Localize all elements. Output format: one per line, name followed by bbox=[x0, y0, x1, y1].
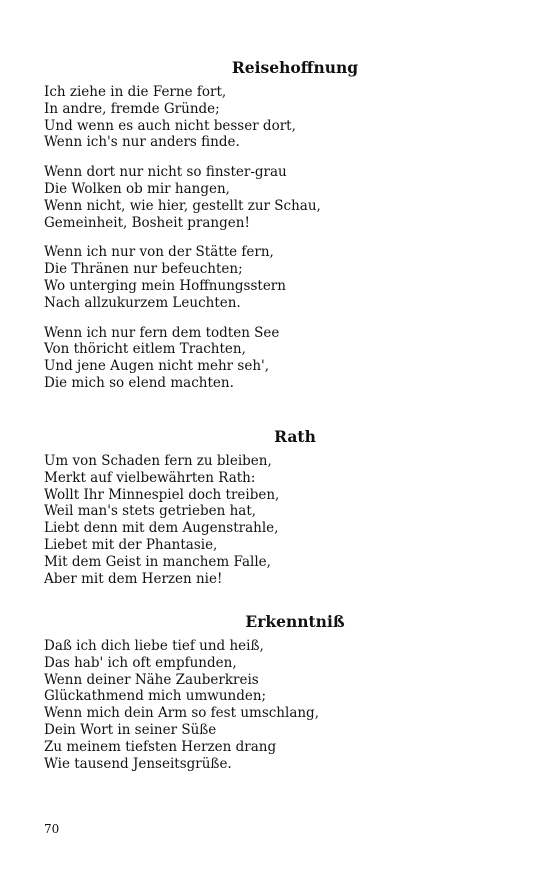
page-number: 70 bbox=[44, 822, 60, 836]
poem-line: Die Wolken ob mir hangen, bbox=[44, 180, 230, 197]
poem-line: Daß ich dich liebe tief und heiß, bbox=[44, 638, 264, 654]
poem-line: Wo unterging mein Hoffnungsstern bbox=[44, 277, 286, 294]
poem-line: Nach allzukurzem Leuchten. bbox=[44, 294, 241, 311]
poem-line: Aber mit dem Herzen nie! bbox=[44, 570, 223, 587]
poem-line: Wenn deiner Nähe Zauberkreis bbox=[44, 671, 259, 688]
poem-line: Wenn ich nur fern dem todten See bbox=[44, 324, 280, 341]
poem-line: In andre, fremde Gründe; bbox=[44, 100, 220, 117]
poem-line: Wenn mich dein Arm so fest umschlang, bbox=[44, 705, 319, 722]
poem-line: Von thöricht eitlem Trachten, bbox=[44, 341, 246, 358]
poem-reisehoffnung bbox=[44, 58, 506, 405]
poem-line: Zu meinem tiefsten Herzen drang bbox=[44, 738, 277, 755]
poem-line: Und jene Augen nicht mehr seh', bbox=[44, 358, 270, 375]
poem-line: Ich ziehe in die Ferne fort, bbox=[44, 84, 227, 100]
poem-title: Rath bbox=[274, 427, 316, 446]
stanza bbox=[44, 244, 506, 311]
poem-line: Die mich so elend machten. bbox=[44, 374, 234, 391]
poem-line: Wenn dort nur nicht so finster-grau bbox=[44, 164, 287, 181]
poem-line: Das hab' ich oft empfunden, bbox=[44, 654, 237, 671]
poem-title: Reisehoffnung bbox=[231, 58, 359, 77]
poem-title: Erkenntniß bbox=[245, 612, 345, 631]
stanza bbox=[44, 84, 506, 151]
poem-line: Weil man's stets getrieben hat, bbox=[44, 503, 257, 520]
poem-erkenntniss bbox=[44, 612, 506, 785]
stanza bbox=[44, 164, 506, 231]
poem-line: Gemeinheit, Bosheit prangen! bbox=[44, 214, 250, 231]
poem-line: Glückathmend mich umwunden; bbox=[44, 688, 267, 705]
stanza bbox=[44, 453, 506, 587]
poem-line: Dein Wort in seiner Süße bbox=[44, 721, 217, 738]
stanza bbox=[44, 638, 506, 772]
poem-line: Wenn ich's nur anders finde. bbox=[44, 134, 240, 151]
poem-line: Die Thränen nur befeuchten; bbox=[44, 261, 243, 278]
poem-line: Wie tausend Jenseitsgrüße. bbox=[44, 755, 232, 772]
poem-rath bbox=[44, 427, 506, 600]
poem-line: Wollt Ihr Minnespiel doch treiben, bbox=[44, 486, 280, 503]
poem-line: Und wenn es auch nicht besser dort, bbox=[44, 117, 296, 134]
poem-line: Merkt auf vielbewährten Rath: bbox=[44, 469, 256, 486]
poem-line: Um von Schaden fern zu bleiben, bbox=[44, 453, 272, 469]
poem-line: Wenn ich nur von der Stätte fern, bbox=[44, 244, 274, 261]
poem-line: Mit dem Geist in manchem Falle, bbox=[44, 553, 271, 570]
poem-line: Wenn nicht, wie hier, gestellt zur Schau, bbox=[44, 197, 321, 214]
poem-line: Liebet mit der Phantasie, bbox=[44, 536, 218, 553]
stanza bbox=[44, 325, 506, 392]
poem-line: Liebt denn mit dem Augenstrahle, bbox=[44, 520, 279, 537]
